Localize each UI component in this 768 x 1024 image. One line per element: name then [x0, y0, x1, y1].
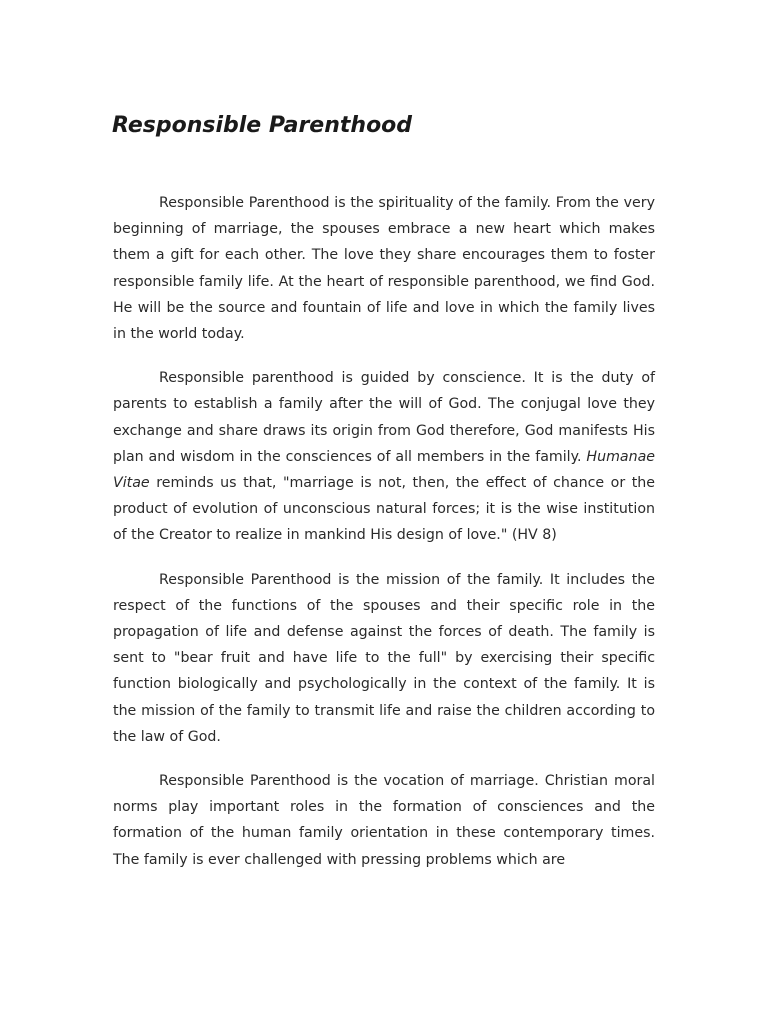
- paragraph-text: Responsible parenthood is guided by conscience. It is the duty of parents to establish a family after the will of God. The conjugal love they exchange and share draws its origin from God therefore, God manifests His plan and wisdom in the consciences of all members in the family.: [113, 370, 655, 465]
- paragraph-mission: Responsible Parenthood is the mission of the family. It includes the respect of the functions of the spouses and their specific role in the propagation of life and defense against the forces of death. The family is sent to "bear fruit and have life to the full" by exercising their specific function biologically and psychologically in the context of the family. It is the mission of the family to transmit life and raise the children according to the law of God.: [113, 571, 655, 745]
- paragraph-vocation: Responsible Parenthood is the vocation of marriage. Christian moral norms play important roles in the formation of consciences and the formation of the human family orientation in these contemporary times. The family is ever challenged with pressing problems which are: [113, 773, 655, 868]
- paragraph-spirituality: Responsible Parenthood is the spirituality of the family. From the very beginning of marriage, the spouses embrace a new heart which makes them a gift for each other. The love they share encourages them to foster responsible family life. At the heart of responsible parenthood, we find God. He will be the source and fountain of life and love in which the family lives in the world today.: [113, 195, 655, 343]
- document-body: [113, 190, 655, 891]
- paragraph-conscience: [113, 365, 655, 548]
- document-title: Responsible Parenthood: [112, 113, 413, 138]
- paragraph-text: reminds us that, "marriage is not, then, the effect of chance or the product of evolution of unconscious natural forces; it is the wise institution of the Creator to realize in mankind His design of love." (HV 8): [113, 475, 655, 544]
- humanae-vitae-title: Humanae Vitae: [113, 448, 655, 492]
